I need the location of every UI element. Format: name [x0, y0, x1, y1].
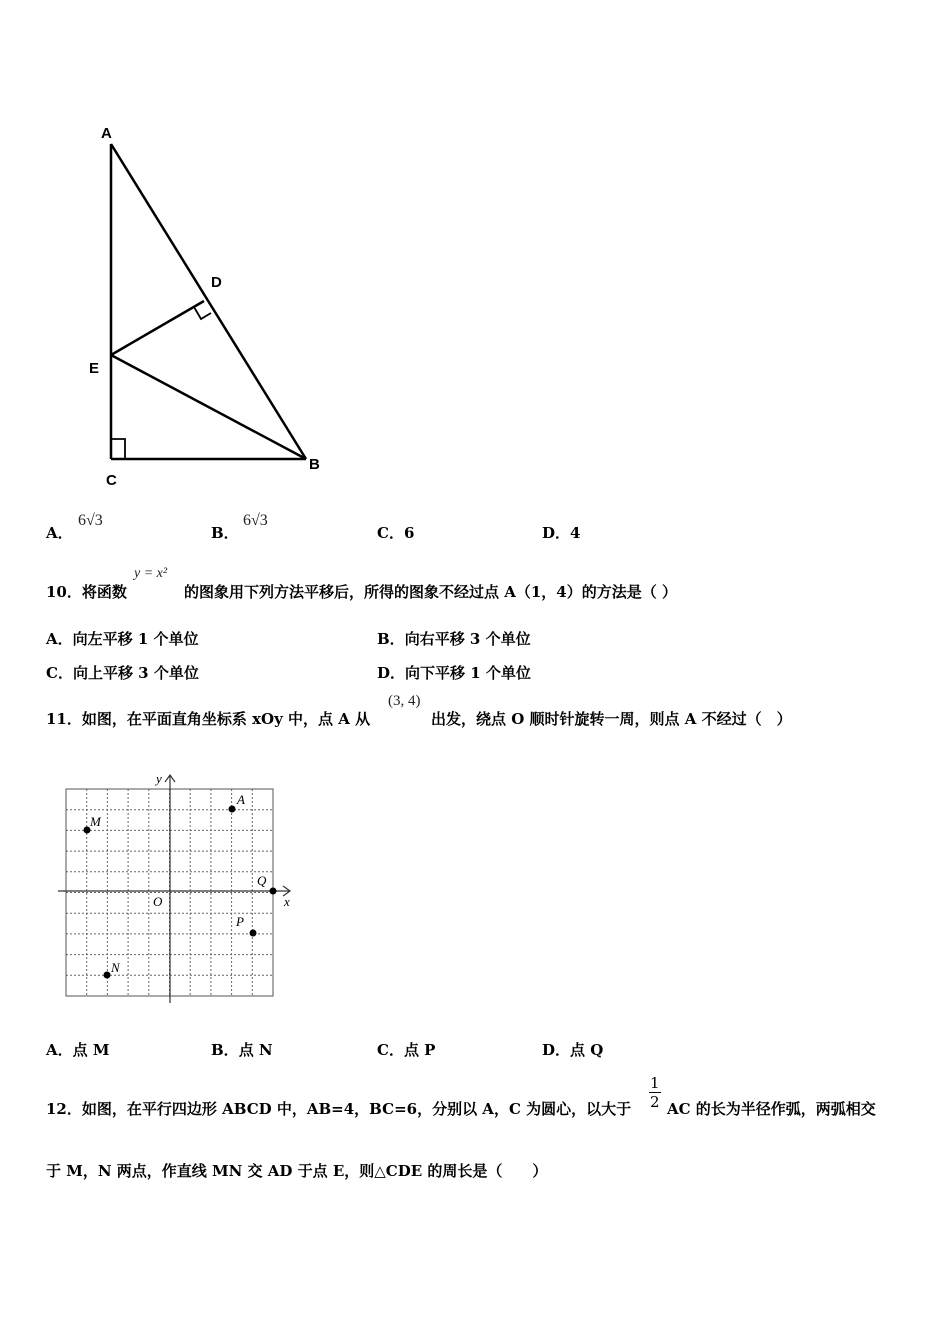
- option-letter: A．: [46, 1041, 73, 1059]
- point-a: [229, 806, 236, 813]
- fraction-denominator: 2: [650, 1093, 660, 1111]
- y-axis-label: y: [156, 771, 162, 786]
- option-letter: C．: [377, 1041, 404, 1059]
- point-n-label: N: [111, 960, 120, 975]
- option-text: 点 P: [403, 1041, 436, 1059]
- point-q: [270, 888, 277, 895]
- option-value: 6: [403, 524, 415, 542]
- q10-option-b: [377, 628, 531, 649]
- q10-stem-suffix: 的图象用下列方法平移后，所得的图象不经过点 A（1，4）的方法是（ ）: [184, 583, 677, 601]
- question-number: 12．: [46, 1100, 82, 1118]
- label-b: B: [309, 456, 320, 473]
- q9-option-a-value: 6√3: [78, 512, 103, 529]
- option-text: 向上平移 3 个单位: [72, 664, 199, 682]
- point-q-label: Q: [257, 873, 267, 888]
- option-text: 点 M: [72, 1041, 110, 1059]
- label-a: A: [101, 125, 112, 142]
- q10-formula: y = x²: [134, 566, 168, 581]
- q12-stem-line1-suffix: AC 的长为半径作弧，两弧相交: [667, 1100, 876, 1118]
- q11-option-b: [211, 1039, 273, 1060]
- label-e: E: [89, 360, 100, 377]
- q11-stem-suffix: 出发，绕点 O 顺时针旋转一周，则点 A 不经过（ ）: [431, 710, 792, 728]
- option-letter: D．: [377, 664, 406, 682]
- point-m-label: M: [90, 814, 101, 829]
- option-letter: C．: [46, 664, 73, 682]
- q10-option-c: [46, 662, 199, 683]
- label-c: C: [106, 472, 117, 489]
- triangle-figure: [80, 115, 340, 495]
- q11-option-a: [46, 1039, 109, 1060]
- q9-option-b-value: 6√3: [243, 512, 268, 529]
- option-letter: D．: [542, 1041, 571, 1059]
- label-d: D: [211, 274, 222, 291]
- q9-option-a: [46, 522, 73, 543]
- option-letter: A．: [46, 524, 73, 542]
- option-letter: D．: [542, 524, 571, 542]
- q9-option-d: [542, 522, 580, 543]
- q12-stem-line1: [46, 1098, 631, 1119]
- stem-prefix: 如图，在平行四边形 ABCD 中，AB=4，BC=6，分别以 A，C 为圆心，以大于: [81, 1100, 632, 1118]
- q12-stem-line2: 于 M，N 两点，作直线 MN 交 AD 于点 E，则△CDE 的周长是（ ）: [46, 1162, 548, 1180]
- q11-option-c: [377, 1039, 435, 1060]
- option-letter: C．: [377, 524, 404, 542]
- option-text: 点 Q: [570, 1041, 604, 1059]
- option-value: 4: [570, 524, 581, 542]
- right-angle-mark-c: [111, 439, 125, 459]
- point-n: [104, 972, 111, 979]
- question-number: 11．: [46, 710, 82, 728]
- question-number: 10．: [46, 583, 82, 601]
- option-letter: B．: [211, 524, 239, 542]
- option-text: 点 N: [238, 1041, 273, 1059]
- fraction-numerator: 1: [650, 1074, 660, 1092]
- x-axis-label: x: [284, 894, 290, 909]
- stem-prefix: 将函数: [81, 583, 127, 601]
- q11-option-d: [542, 1039, 603, 1060]
- segment-eb: [111, 355, 306, 459]
- q10-option-d: [377, 662, 531, 683]
- point-a-label: A: [237, 792, 245, 807]
- q11-point: (3, 4): [388, 693, 421, 709]
- q11-stem: [46, 708, 370, 729]
- option-letter: A．: [46, 630, 73, 648]
- q10-stem: [46, 581, 127, 602]
- option-text: 向下平移 1 个单位: [405, 664, 531, 682]
- q9-option-b: [211, 522, 239, 543]
- coordinate-grid-figure: [50, 765, 300, 1010]
- stem-prefix: 如图，在平面直角坐标系 xOy 中，点 A 从: [81, 710, 371, 728]
- q9-option-c: [377, 522, 414, 543]
- option-text: 向左平移 1 个单位: [72, 630, 199, 648]
- point-p: [250, 930, 257, 937]
- right-angle-mark-d: [194, 307, 211, 319]
- option-letter: B．: [377, 630, 405, 648]
- q10-option-a: [46, 628, 199, 649]
- option-letter: B．: [211, 1041, 239, 1059]
- segment-ed: [111, 301, 204, 355]
- segment-ab: [111, 144, 306, 459]
- point-p-label: P: [236, 914, 244, 929]
- q12-fraction: [649, 1074, 661, 1111]
- option-text: 向右平移 3 个单位: [404, 630, 531, 648]
- origin-label: O: [153, 894, 163, 909]
